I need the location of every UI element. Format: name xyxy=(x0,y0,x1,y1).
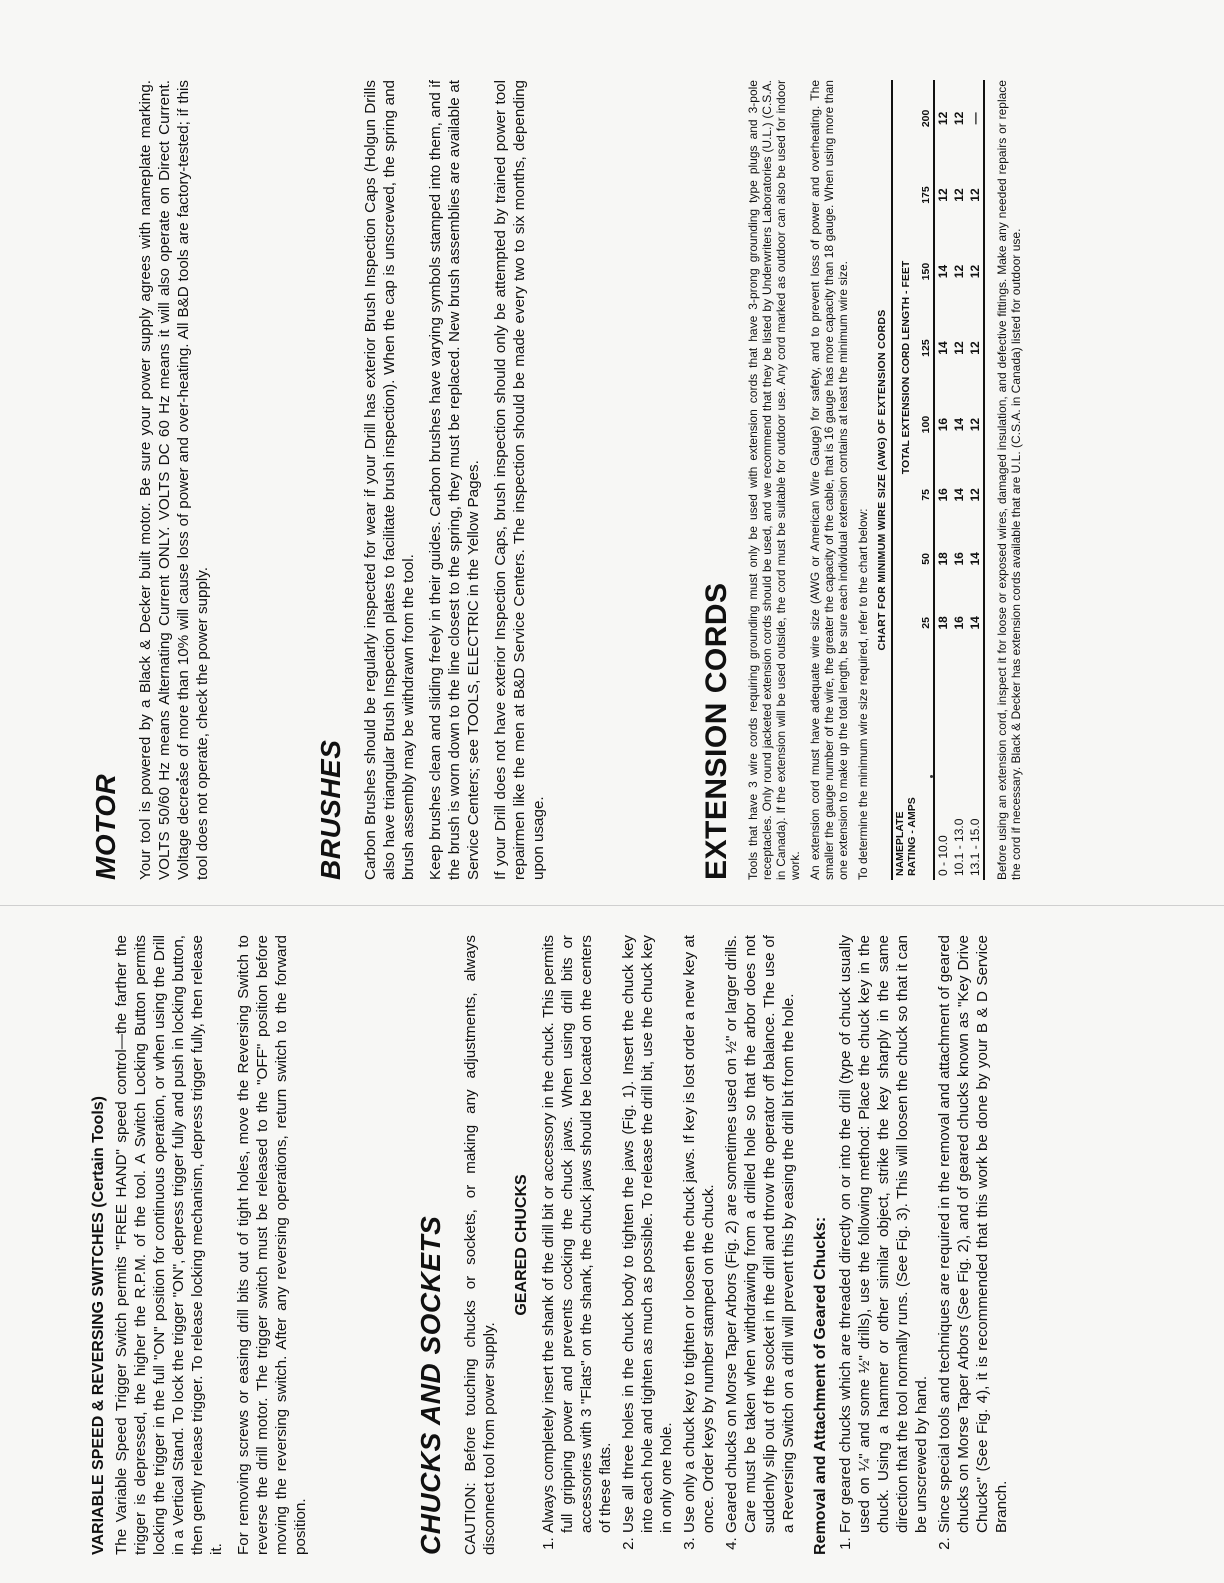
table-gauge-cell: 12 xyxy=(952,264,966,279)
list-item: 1. For geared chucks which are threaded directly on or into the drill (type of chuck usually used on ¼" and some ½" drills), use the following method: Place the chuck key in the chuck. Using a hammer or other similar object, strike the key sharply in the same direction that the tool normally runs. (See Fig. 3). This will loosen the chuck so that it can be unscrewed by hand. xyxy=(836,935,931,1533)
geared-chucks-list xyxy=(539,935,798,1555)
variable-speed-paragraph-1: The Variable Speed Trigger Switch permits "FREE HAND" speed control—the farther the trigger is depressed, the higher the R.P.M. of the tool. A Switch Locking Button permits locking the trigger in the full "ON" position for continuous operation, or when using the Drill in a Vertical Stand. To lock the trigger "ON", depress trigger fully and push in locking button, then gently release trigger. To release locking mechanism, depress trigger fully, then release it. xyxy=(113,935,225,1555)
extension-cords-section xyxy=(700,80,1029,880)
table-gauge-cell: 14 xyxy=(968,552,982,566)
table-gauge-cell: 12 xyxy=(952,111,966,126)
chucks-caution: CAUTION: Before touching chucks or sockets, or making any adjustments, always disconnect tool from power supply. xyxy=(462,935,498,1555)
table-gauge-cell: — xyxy=(968,112,982,125)
extension-paragraph-4: Before using an extension cord, inspect it for loose or exposed wires, damaged insulation, and defective fittings. Make any needed repairs or replace the cord if necessary. Black & Decker has extension cords available that are U.L. (C.S.A. in Canada) listed for outdoor use. xyxy=(995,80,1023,880)
brushes-paragraph-3: If your Drill does not have exterior Inspection Caps, brush inspection should only be attempted by trained power tool repairmen like the men at B&D Service Centers. The inspection should be made every two to six months, depending upon usage. xyxy=(492,80,547,880)
chucks-heading: CHUCKS AND SOCKETS xyxy=(415,1215,446,1555)
table-gauge-cell: 12 xyxy=(968,264,982,279)
brushes-heading: BRUSHES xyxy=(315,739,346,880)
table-gauge-cell: 16 xyxy=(952,552,966,566)
table-length-cell: 200 xyxy=(920,109,932,128)
chucks-section xyxy=(415,935,1015,1555)
table-gauge-cell: 12 xyxy=(968,341,982,355)
extension-paragraph-1: Tools that have 3 wire cords requiring grounding must only be used with extension cords that have 3-prong grounding type plugs and 3-pole receptacles. Only round jacketed extension cords should be used, and we recommend that they be listed by Underwriters Laboratories (U.L.) (C.S.A. in Canada). If the extension will be used outside, the cord must be suitable for outdoor use. Any cord marked as outdoor can also be used for indoor work. xyxy=(746,80,802,880)
page-fold-line xyxy=(0,905,1224,906)
list-item: 1. Always completely insert the shank of the drill bit or accessory in the chuck. This permits full gripping power and prevents cocking the chuck jaws. When using drill bits or accessories with 3 "Flats" on the shank, the chuck jaws should be located on the centers of these flats. xyxy=(539,935,615,1533)
geared-chucks-heading: GEARED CHUCKS xyxy=(513,1174,530,1316)
table-length-cell: 50 xyxy=(920,553,932,565)
motor-paragraph: Your tool is powered by a Black & Decker built motor. Be sure your power supply agrees with nameplate marking. VOLTS 50/60 Hz means Alternating Current ONLY. VOLTS DC 60 Hz means it will also operate on Direct Current. Voltage decrease of more than 10% will cause loss of power and over-heating. All B&D tools are factory-tested; if this tool does not operate, check the power supply. xyxy=(137,80,211,880)
brushes-section xyxy=(315,80,556,880)
table-row xyxy=(934,80,951,880)
table-gauge-cell: 18 xyxy=(936,552,950,566)
table-gauge-cell: 14 xyxy=(936,341,950,355)
wire-size-table-caption: CHART FOR MINIMUM WIRE SIZE (AWG) OF EXTENSION CORDS xyxy=(876,309,888,651)
table-row xyxy=(967,80,984,880)
motor-section xyxy=(90,80,220,880)
table-length-cell: 100 xyxy=(920,415,932,434)
table-length-cell: 175 xyxy=(920,186,932,204)
table-gauge-cell: 14 xyxy=(952,488,966,502)
top-half-page xyxy=(90,80,1200,880)
table-head-nameplate: NAMEPLATE RATING - AMPS xyxy=(894,797,918,876)
extension-paragraph-2: An extension cord must have adequate wire size (AWG or American Wire Gauge) for safety, and to prevent loss of power and overheating. The smaller the gauge number of the wire, the greater the capacity of the cable, that is 16 gauge has more capacity than 18 gauge. When using more than one extension to make up the total length, be sure each individual extension contains at least the minimum wire size. xyxy=(808,80,850,880)
table-length-cell: 75 xyxy=(920,489,932,501)
list-item: 3. Use only a chuck key to tighten or loosen the chuck jaws. If key is lost order a new key at once. Order keys by number stamped on the chuck. xyxy=(680,935,718,1533)
removal-heading: Removal and Attachment of Geared Chucks: xyxy=(812,1216,829,1555)
list-item: 2. Use all three holes in the chuck body to tighten the jaws (Fig. 1). Insert the chuck key into each hole and tighten as much as possible. To release the drill bit, use the chuck key in only one hole. xyxy=(619,935,676,1533)
table-gauge-cell: 12 xyxy=(968,417,982,432)
list-item: 2. Since special tools and techniques are required in the removal and attachment of geared chucks on Morse Taper Arbors (See Fig. 2), and of geared chucks known as "Key Drive Chucks" (See Fig. 4), it is recommended that this work be done by your B & D Service Branch. xyxy=(935,935,1011,1533)
table-gauge-cell: 12 xyxy=(936,111,950,126)
variable-speed-paragraph-2: For removing screws or easing drill bits out of tight holes, move the Reversing Switch to reverse the drill motor. The trigger switch must be released to the "OFF" position before moving the reversing switch. After any reversing operations, return switch to the forward position. xyxy=(235,935,309,1555)
table-head-length: TOTAL EXTENSION CORD LENGTH - FEET xyxy=(900,260,912,475)
list-item: 4. Geared chucks on Morse Taper Arbors (Fig. 2) are sometimes used on ½" or larger drills. Care must be taken when withdrawing from a drilled hole so that the arbor does not suddenly slip out of the socket in the drill and throw the operator off balance. The use of a Reversing Switch on a drill will prevent this by easing the drill bit from the hole. xyxy=(722,935,798,1533)
table-length-row xyxy=(919,80,934,880)
table-amps-cell: 13.1 - 15.0 xyxy=(968,818,982,876)
table-row xyxy=(951,80,967,880)
motor-heading: MOTOR xyxy=(90,773,121,880)
variable-speed-heading: VARIABLE SPEED & REVERSING SWITCHES (Certain Tools) xyxy=(90,1095,107,1555)
table-gauge-cell: 14 xyxy=(952,417,966,432)
table-gauge-cell: 16 xyxy=(952,616,966,630)
table-gauge-cell: 12 xyxy=(936,188,950,202)
table-gauge-cell: 16 xyxy=(936,417,950,432)
table-gauge-cell: 16 xyxy=(936,488,950,502)
variable-speed-section xyxy=(90,935,318,1555)
wire-size-table xyxy=(876,80,985,880)
table-gauge-cell: 18 xyxy=(936,616,950,630)
table-length-cell: 150 xyxy=(920,262,932,281)
extension-cords-heading: EXTENSION CORDS xyxy=(700,582,733,880)
table-gauge-cell: 12 xyxy=(968,488,982,502)
table-amps-cell: 10.1 - 13.0 xyxy=(952,818,966,876)
brushes-paragraph-2: Keep brushes clean and sliding freely in their guides. Carbon brushes have varying symbols stamped into them, and if the brush is worn down to the line closest to the spring, they must be replaced. New brush assemblies are available at Service Centers; see TOOLS, ELECTRIC in the Yellow Pages. xyxy=(427,80,482,880)
brushes-paragraph-1: Carbon Brushes should be regularly inspected for wear if your Drill has exterior Brush Inspection Caps (Holgun Drills also have triangular Brush Inspection plates to facilitate brush inspection). When the cap is unscrewed, the spring and brush assembly may be withdrawn from the tool. xyxy=(362,80,417,880)
removal-list xyxy=(836,935,1011,1555)
bottom-half-page xyxy=(90,935,1200,1555)
table-gauge-cell: 14 xyxy=(968,616,982,630)
table-length-cell: 125 xyxy=(920,339,932,357)
table-gauge-cell: 12 xyxy=(952,188,966,202)
table-length-cell: 25 xyxy=(920,617,932,629)
table-amps-cell: 0 - 10.0 xyxy=(936,835,950,876)
table-gauge-cell: 14 xyxy=(936,264,950,279)
table-gauge-cell: 12 xyxy=(968,188,982,202)
extension-paragraph-3: To determine the minimum wire size required, refer to the chart below: xyxy=(856,508,870,880)
table-gauge-cell: 12 xyxy=(952,341,966,355)
